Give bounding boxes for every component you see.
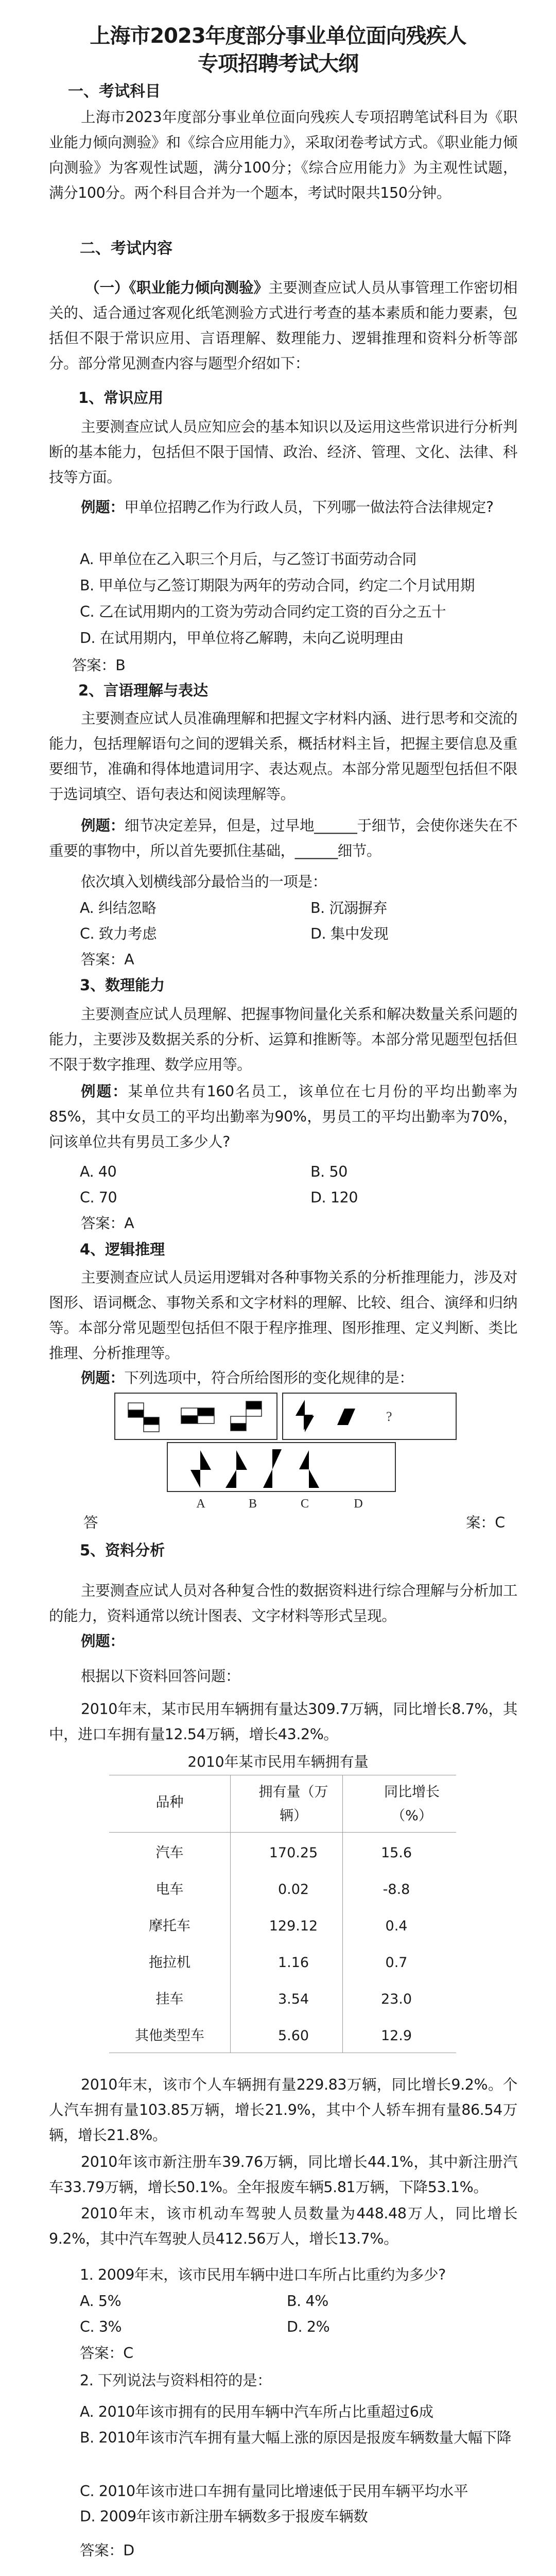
example-label: 例题：	[81, 817, 125, 834]
data-analysis-para-3: 2010年该市新注册车39.76万辆，同比增长44.1%，其中新注册汽车33.79万辆，增长50.1%。全年报废车辆5.81万辆，下降53.1%。	[49, 2154, 517, 2196]
data-analysis-intro: 根据以下资料回答问题：	[81, 1668, 240, 1685]
common-knowledge-example	[49, 495, 517, 520]
table-cell-category: 汽车	[155, 1845, 184, 1861]
figure-option-label-d: D	[354, 1497, 363, 1511]
table-cell-growth: 12.9	[380, 2028, 412, 2044]
option-d: D. 120	[310, 1189, 358, 1206]
verbal-body: 主要测查应试人员准确理解和把握文字材料内涵、进行思考和交流的能力，包括理解语句之间的逻辑关系，概括材料主旨，把握主要信息及重要细节，准确和得体地遣词用字、表达观点。本部分常见题型包括但不限于选词填空、语句表达和阅读理解等。	[49, 710, 517, 803]
domino-figure-2	[181, 1408, 214, 1423]
part1-intro	[49, 275, 517, 376]
table-cell-growth: 0.7	[385, 1955, 408, 1971]
table-cell-category: 其他类型车	[135, 2028, 204, 2044]
table-column-divider	[342, 1775, 343, 2053]
table-cell-amount: 5.60	[277, 2028, 309, 2044]
option-a: A. 40	[80, 1163, 117, 1180]
data-analysis-body: 主要测查应试人员对各种复合性的数据资料进行综合理解与分析加工的能力，资料通常以统计图表、文字材料等形式呈现。	[49, 1582, 517, 1624]
numerical-body: 主要测查应试人员理解、把握事物间量化关系和解决数量关系问题的能力，主要涉及数据关系的分析、运算和推断等。本部分常见题型包括但不限于数字推理、数学应用等。	[49, 1006, 517, 1073]
domino-figure-3	[231, 1401, 262, 1431]
option-d-shape	[299, 1450, 319, 1488]
figure-box-options	[167, 1443, 395, 1492]
option-b: B. 4%	[287, 2293, 328, 2310]
section-heading-subjects: 一、考试科目	[68, 82, 161, 100]
option-c: C. 乙在试用期内的工资为劳动合同约定工资的百分之五十	[80, 603, 446, 620]
question-mark: ?	[386, 1409, 392, 1424]
table-header-amount: 拥有量（万辆）	[258, 1784, 328, 1824]
numerical-example	[49, 1079, 517, 1155]
question-1: 1. 2009年末，该市民用车辆中进口车所占比重约为多少?	[80, 2266, 446, 2283]
table-cell-growth: 0.4	[385, 1918, 408, 1934]
option-a: A. 甲单位在乙入职三个月后，与乙签订书面劳动合同	[80, 551, 417, 568]
table-header-category: 品种	[155, 1794, 184, 1810]
figure-option-label-c: C	[300, 1497, 309, 1511]
table-cell-amount: 1.16	[277, 1955, 309, 1971]
data-analysis-para-4: 2010年末，该市机动车驾驶人员数量为448.48万人，同比增长9.2%，其中汽车驾驶人员412.56万人，增长13.7%。	[49, 2205, 517, 2247]
option-d: D. 2%	[287, 2318, 330, 2335]
option-b-shape	[225, 1450, 247, 1488]
figure-box-given-set	[115, 1393, 277, 1439]
option-d: D. 集中发现	[310, 925, 389, 942]
section-subjects-body: 上海市2023年度部分事业单位面向残疾人专项招聘笔试科目为《职业能力倾向测验》和《综合应用能力》，采取闭卷考试方式。《职业能力倾向测验》为客观性试题，满分100分；《综合应用能力》为主观性试题，满分100分。两个科目合并为一个题本，考试时限共150分钟。	[49, 109, 517, 201]
domino-figure-1	[128, 1403, 159, 1432]
table-header-growth: 同比增长（%）	[384, 1784, 440, 1824]
subsection-heading-common-knowledge: 1、常识应用	[78, 389, 164, 406]
subsection-heading-numerical: 3、数理能力	[80, 976, 165, 994]
option-a-shape	[190, 1450, 211, 1488]
logic-example	[81, 1368, 413, 1388]
example-question: 下列选项中，符合所给图形的变化规律的是：	[124, 1369, 414, 1386]
answer: 答案：C	[80, 2345, 133, 2362]
option-d: D. 2009年该市新注册车辆数多于报废车辆数	[80, 2508, 368, 2525]
table-cell-amount: 129.12	[269, 1918, 318, 1934]
table-cell-growth: -8.8	[383, 1882, 410, 1897]
verbal-prompt: 依次填入划横线部分最恰当的一项是：	[81, 873, 327, 890]
answer: 答案：B	[72, 657, 126, 674]
subsection-heading-logic: 4、逻辑推理	[80, 1241, 165, 1258]
option-a: A. 5%	[80, 2293, 121, 2310]
option-b: B. 50	[310, 1163, 348, 1180]
option-c: C. 2010年该市进口车拥有量同比增速低于民用车辆平均水平	[80, 2483, 468, 2500]
table-cell-growth: 23.0	[380, 1991, 412, 2007]
example-label: 例题：	[81, 1633, 125, 1650]
parallelogram-shape	[337, 1409, 355, 1425]
section-heading-content: 二、考试内容	[80, 240, 172, 258]
answer-right: 案：C	[466, 1514, 505, 1531]
logic-body: 主要测查应试人员运用逻辑对各种事物关系的分析推理能力，涉及对图形、语词概念、事物关系和文字材料的理解、比较、组合、演绎和归纳等。本部分常见题型包括但不限于程序推理、图形推理、定义判断、类比推理、分析推理等。	[49, 1269, 517, 1362]
table-header-rule	[109, 1832, 456, 1833]
answer-left: 答	[83, 1514, 98, 1531]
option-c: C. 致力考虑	[80, 925, 157, 942]
question-2: 2. 下列说法与资料相符的是：	[80, 2372, 272, 2389]
figure-box-question-set	[283, 1393, 456, 1439]
example-question: 某单位共有160名员工，该单位在七月份的平均出勤率为85%，其中女员工的平均出勤率为90%，男员工的平均出勤率为70%，问该单位共有男员工多少人?	[49, 1083, 517, 1150]
table-cell-amount: 3.54	[277, 1991, 309, 2007]
figure-option-label-b: B	[248, 1497, 257, 1511]
answer: 答案：A	[81, 951, 134, 968]
part1-title: （一）《职业能力倾向测验》	[85, 279, 269, 296]
option-c-shape	[263, 1449, 282, 1488]
example-question: 甲单位招聘乙作为行政人员，下列哪一做法符合法律规定?	[124, 499, 494, 516]
part1-description: 主要测查应试人员从事管理工作密切相关的、适合通过客观化纸笔测验方式进行考查的基本素质和能力要素，包括但不限于常识应用、言语理解、数理能力、逻辑推理和资料分析等部分。部分常见测查内容与题型介绍如下：	[49, 279, 517, 372]
option-b: B. 2010年该市汽车拥有量大幅上涨的原因是报废车辆数量大幅下降	[80, 2429, 512, 2446]
table-cell-category: 摩托车	[149, 1918, 190, 1934]
option-a: A. 纠结忽略	[80, 900, 157, 917]
example-label: 例题：	[81, 499, 125, 516]
data-analysis-para-2: 2010年末，该市个人车辆拥有量229.83万辆，同比增长9.2%。个人汽车拥有量103.85万辆，增长21.9%，其中个人轿车拥有量86.54万辆，增长21.8%。	[49, 2076, 517, 2144]
answer: 答案：A	[81, 1215, 134, 1232]
document-title-line-2: 专项招聘考试大纲	[198, 52, 358, 76]
option-a: A. 2010年该市拥有的民用车辆中汽车所占比重超过6成	[80, 2403, 433, 2420]
lightning-shape	[294, 1399, 313, 1430]
data-analysis-para-1: 2010年末，某市民用车辆拥有量达309.7万辆，同比增长8.7%，其中，进口车拥有量12.54万辆，增长43.2%。	[49, 1701, 517, 1743]
table-cell-category: 拖拉机	[149, 1955, 190, 1971]
option-c: C. 70	[80, 1189, 117, 1206]
table-cell-growth: 15.6	[380, 1845, 412, 1861]
table-title: 2010年某市民用车辆拥有量	[187, 1753, 369, 1770]
verbal-example	[49, 813, 517, 863]
table-cell-category: 电车	[155, 1882, 184, 1897]
option-d: D. 在试用期内，甲单位将乙解聘，未向乙说明理由	[80, 630, 404, 647]
table-cell-amount: 170.25	[269, 1845, 318, 1861]
option-c: C. 3%	[80, 2318, 122, 2335]
table-cell-amount: 0.02	[277, 1882, 309, 1897]
lightning-shape-outline	[296, 1400, 314, 1432]
option-b: B. 甲单位与乙签订期限为两年的劳动合同，约定二个月试用期	[80, 577, 475, 594]
common-knowledge-body: 主要测查应试人员应知应会的基本知识以及运用这些常识进行分析判断的基本能力，包括但不限于国情、政治、经济、管理、文化、法律、科技等方面。	[49, 418, 517, 486]
subsection-heading-data-analysis: 5、资料分析	[80, 1541, 165, 1559]
example-question: 细节决定差异，但是，过早地______于细节，会使你迷失在不重要的事物中，所以首先要抓住基础，______细节。	[49, 817, 517, 859]
example-label: 例题：	[81, 1369, 125, 1386]
document-title-line-1: 上海市2023年度部分事业单位面向残疾人	[90, 24, 466, 48]
option-b: B. 沉溺摒弃	[310, 900, 387, 917]
table-column-divider	[230, 1775, 231, 2053]
figure-option-label-a: A	[196, 1497, 205, 1511]
example-label: 例题：	[81, 1083, 128, 1100]
subsection-heading-verbal: 2、言语理解与表达	[78, 682, 208, 699]
table-cell-category: 挂车	[155, 1991, 184, 2007]
answer: 答案：D	[80, 2542, 134, 2559]
